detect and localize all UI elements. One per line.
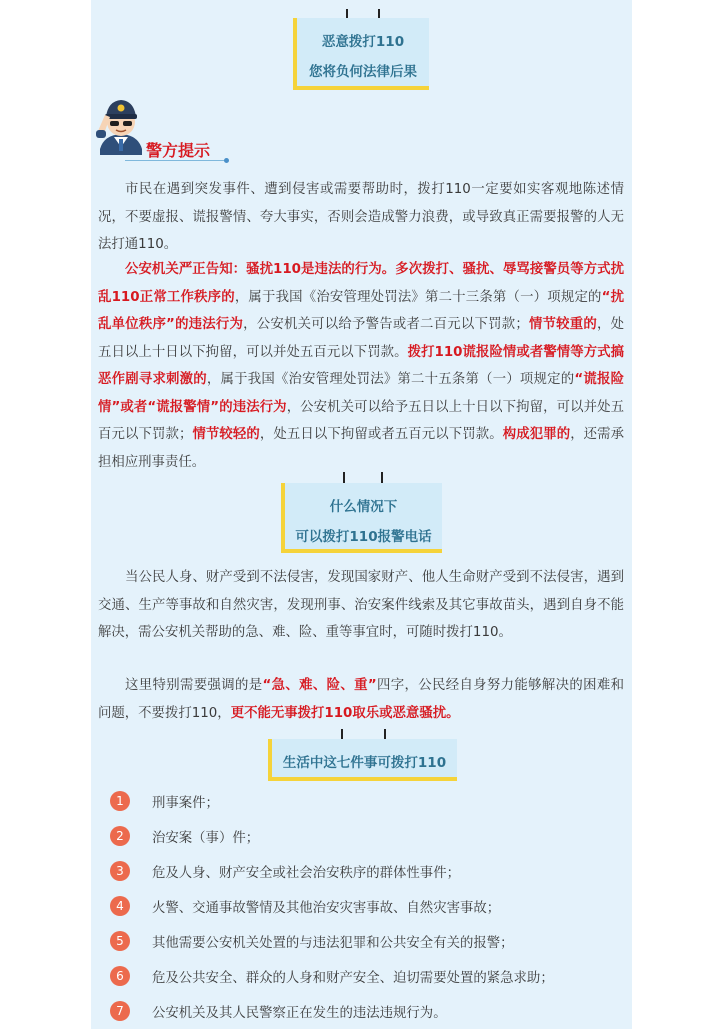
paragraph-legal-warning (98, 256, 624, 476)
number-badge: 7 (110, 1001, 130, 1021)
list-item-text: 危及公共安全、群众的人身和财产安全、迫切需要处置的紧急求助； (152, 971, 554, 986)
number-badge: 3 (110, 861, 130, 881)
warning-text-2: ，属于我国《治安管理处罚法》第二十三条第（一）项规定的 (234, 289, 602, 305)
paragraph-call-honestly: 市民在遇到突发事件、遭到侵害或需要帮助时，拨打110一定要如实客观地陈述情况，不要虚报、谎报警情、夸大事实，否则会造成警力浪费，或导致真正需要报警的人无法打通110。 (98, 182, 624, 252)
banner-line-2: 可以拨打110报警电话 (295, 529, 432, 545)
warning-text-12: ，处五日以下拘留或者五百元以下罚款。 (259, 427, 503, 442)
number-badge: 1 (110, 791, 130, 811)
warning-text-8: ，属于我国《治安管理处罚法》第二十五条第（一）项规定的 (206, 372, 575, 387)
banner-line-1: 恶意拨打110 (321, 34, 405, 50)
warning-text-3: “扰乱单位秩序”的违法行为 (98, 289, 624, 332)
police-avatar-icon (92, 97, 150, 157)
banner-line-1: 生活中这七件事可拨打110 (282, 755, 447, 771)
warning-text-7: 拨打110谎报险情或者警情等方式搞恶作剧寻求刺激的 (98, 344, 625, 387)
warning-text-4: ，公安机关可以给予警告或者二百元以下罚款； (243, 317, 529, 332)
number-badge: 4 (110, 896, 130, 916)
number-badge: 6 (110, 966, 130, 986)
emphasis-text-3: 四字，公民经自身努力能够解决的困难和问题，不要拨打110， (98, 678, 625, 721)
list-item-text: 危及人身、财产安全或社会治安秩序的群体性事件； (152, 866, 460, 881)
number-badge: 2 (110, 826, 130, 846)
emphasis-text-1: 这里特别需要强调的是 (125, 678, 263, 693)
police-tip-dot (224, 158, 229, 163)
list-item-text: 公安机关及其人民警察正在发生的违法违规行为。 (152, 1006, 447, 1021)
emphasis-text-2: “急、难、险、重” (262, 678, 377, 693)
warning-text-9: “谎报险情”或者“谎报警情”的违法行为 (98, 372, 625, 415)
number-badge: 5 (110, 931, 130, 951)
warning-text-14: ，还需承担相应刑事责任。 (98, 427, 625, 470)
warning-text-13: 构成犯罪的 (502, 427, 571, 442)
banner-line-1: 什么情况下 (329, 499, 398, 515)
warning-text-5: 情节较重的 (528, 317, 597, 332)
banner-line-2: 您将负何法律后果 (309, 64, 417, 80)
list-item-text: 其他需要公安机关处置的与违法犯罪和公共安全有关的报警； (152, 936, 514, 951)
paragraph-emphasis (98, 672, 624, 727)
emphasis-text-4: 更不能无事拨打110取乐或恶意骚扰。 (230, 705, 460, 721)
list-item-text: 刑事案件； (152, 796, 219, 811)
warning-text-1: 公安机关严正告知：骚扰110是违法的行为。多次拨打、骚扰、辱骂接警员等方式扰乱110正常工作秩序的 (98, 262, 624, 305)
list-item-text: 治安案（事）件； (152, 831, 260, 846)
banner-when-to-call (281, 483, 442, 553)
warning-text-10: ，公安机关可以给予五日以上十日以下拘留，可以并处五百元以下罚款； (98, 399, 624, 442)
paragraph-when-to-call: 当公民人身、财产受到不法侵害，发现国家财产、他人生命财产受到不法侵害，遇到交通、生产等事故和自然灾害，发现刑事、治安案件线索及其它事故苗头，遇到自身不能解决，需公安机关帮助的急、难、险、重等事宜时，可随时拨打110。 (98, 570, 624, 640)
warning-text-6: ，处五日以上十日以下拘留，可以并处五百元以下罚款。 (98, 317, 625, 360)
police-tip-title: 警方提示 (146, 141, 211, 160)
police-tip-underline (125, 160, 225, 161)
banner-malicious-call (293, 18, 429, 90)
list-item-text: 火警、交通事故警情及其他治安灾害事故、自然灾害事故； (152, 901, 501, 916)
banner-seven-cases (268, 739, 457, 781)
warning-text-11: 情节较轻的 (192, 427, 260, 442)
